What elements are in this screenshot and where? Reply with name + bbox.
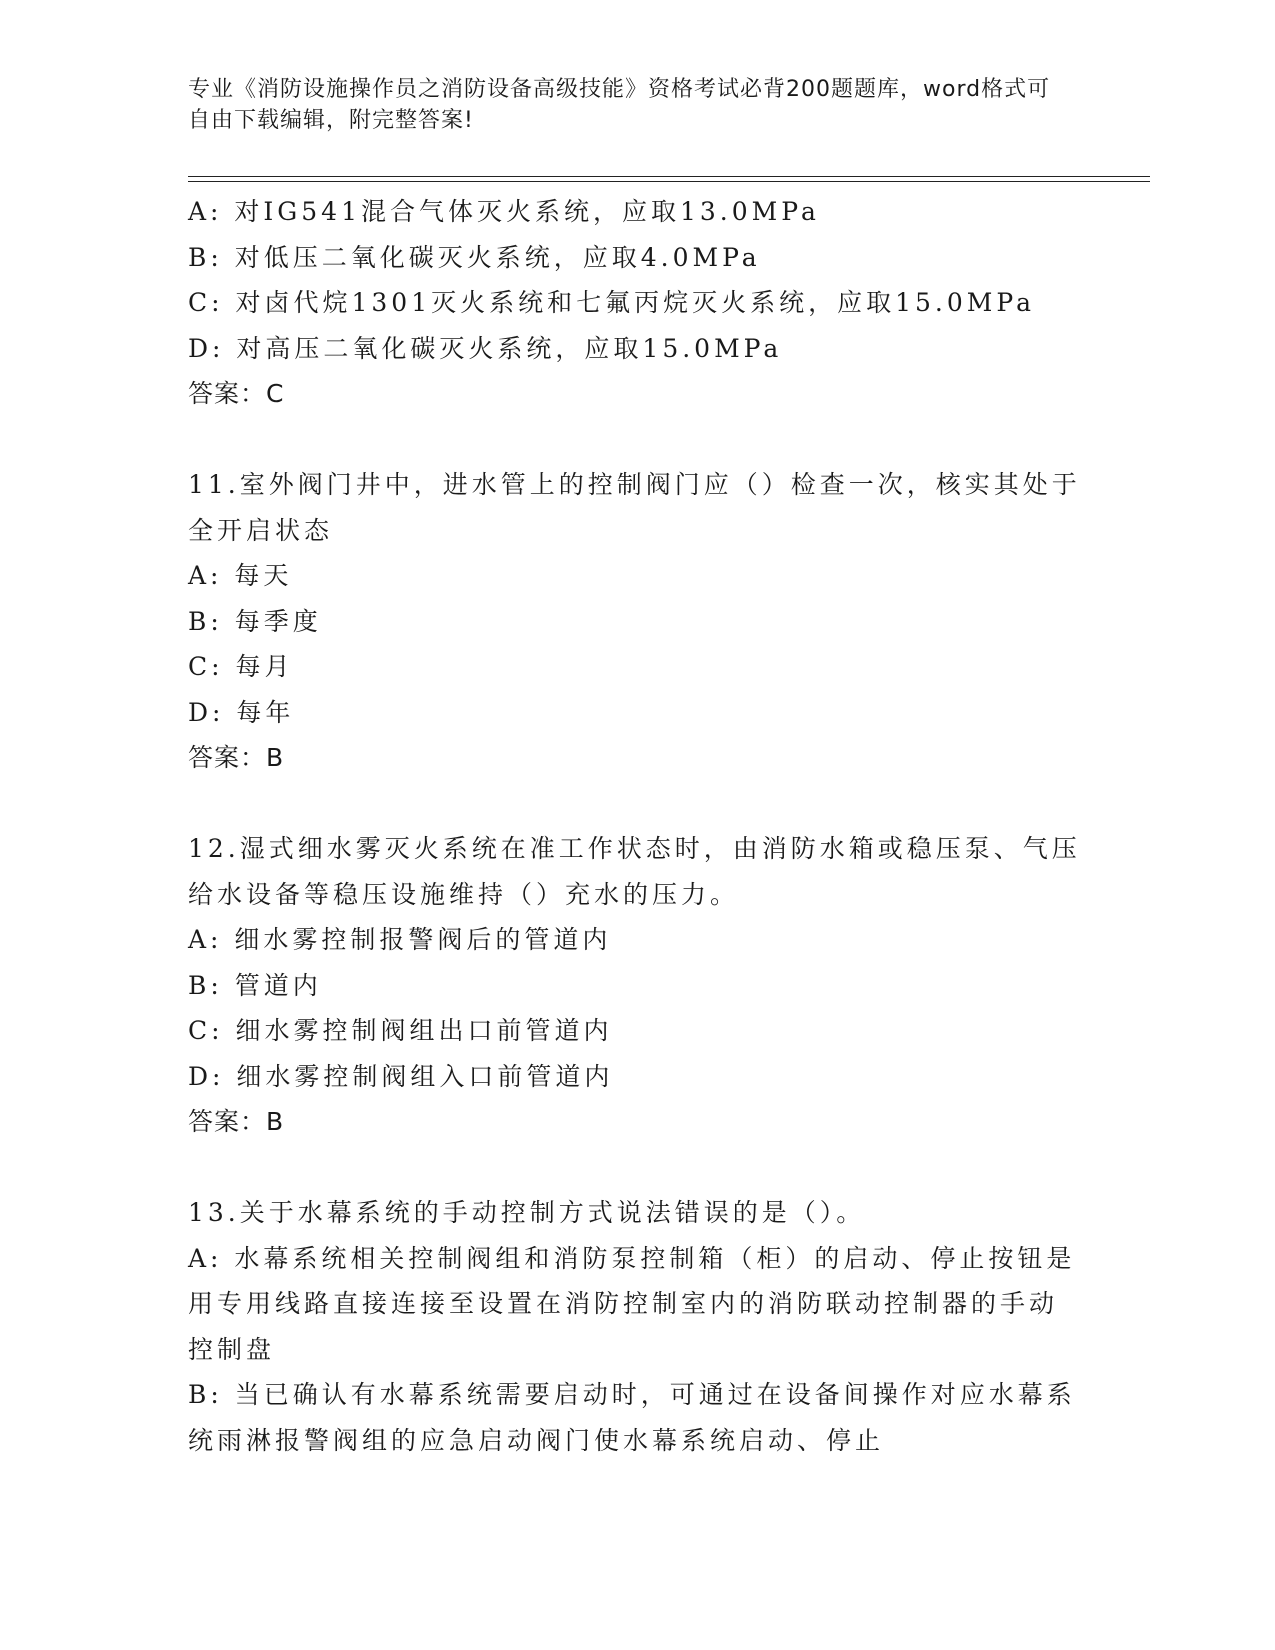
option-b-line-2: 统雨淋报警阀组的应急启动阀门使水幕系统启动、停止 (188, 1425, 885, 1455)
answer-line: 答案：B (188, 743, 285, 772)
option-a: A: 细水雾控制报警阀后的管道内 (188, 925, 612, 954)
option-b: B: 每季度 (188, 606, 322, 636)
document-header: 专业《消防设施操作员之消防设备高级技能》资格考试必背200题题库，word格式可自由下载编辑，附完整答案! (188, 77, 1051, 133)
option-a-line-2: 用专用线路直接连接至设置在消防控制室内的消防联动控制器的手动 (188, 1289, 1059, 1318)
option-a-line-3: 控制盘 (188, 1334, 276, 1364)
question-content (188, 189, 1088, 1463)
question-stem-continued: 全开启状态 (188, 515, 334, 545)
question-stem: 12.湿式细水雾灭火系统在准工作状态时，由消防水箱或稳压泵、气压 (188, 834, 1081, 863)
question-13 (188, 1190, 1088, 1463)
option-d: D: 每年 (188, 697, 295, 727)
header-divider-top (188, 176, 1150, 177)
question-stem-continued: 给水设备等稳压设施维持（）充水的压力。 (188, 879, 740, 909)
option-a: A: 对IG541混合气体灭火系统，应取13.0MPa (188, 197, 820, 226)
prev-question (188, 189, 1088, 417)
option-c: C: 每月 (188, 652, 294, 681)
option-d: D: 细水雾控制阀组入口前管道内 (188, 1061, 614, 1091)
option-c: C: 细水雾控制阀组出口前管道内 (188, 1016, 613, 1045)
option-b: B: 对低压二氧化碳灭火系统，应取4.0MPa (188, 242, 761, 272)
question-stem: 13.关于水幕系统的手动控制方式说法错误的是（）。 (188, 1198, 866, 1227)
option-d: D: 对高压二氧化碳灭火系统，应取15.0MPa (188, 333, 783, 363)
answer-line: 答案：C (188, 379, 285, 408)
option-a: A: 每天 (188, 561, 293, 590)
option-c: C: 对卤代烷1301灭火系统和七氟丙烷灭火系统，应取15.0MPa (188, 288, 1035, 317)
header-divider-bottom (188, 181, 1150, 182)
question-11 (188, 462, 1088, 781)
option-a-line-1: A: 水幕系统相关控制阀组和消防泵控制箱（柜）的启动、停止按钮是 (188, 1243, 1076, 1273)
option-b: B: 管道内 (188, 970, 322, 1000)
question-stem: 11.室外阀门井中，进水管上的控制阀门应（）检查一次，核实其处于 (188, 470, 1081, 499)
answer-line: 答案：B (188, 1107, 285, 1136)
option-b-line-1: B: 当已确认有水幕系统需要启动时，可通过在设备间操作对应水幕系 (188, 1380, 1076, 1409)
question-12 (188, 826, 1088, 1145)
